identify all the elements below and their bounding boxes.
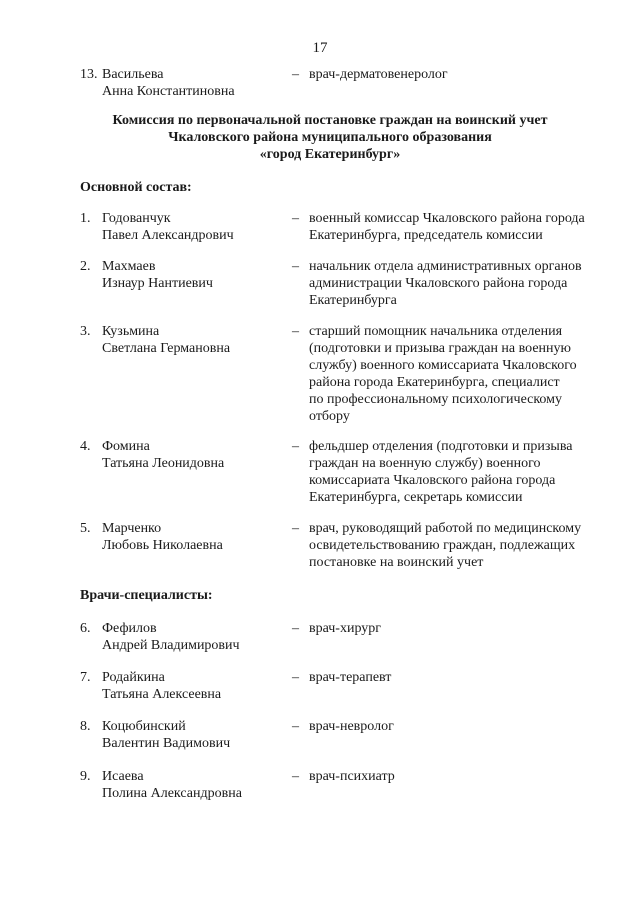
member-surname: Коцюбинский [102, 719, 186, 734]
role-line: старший помощник начальника отделения [309, 324, 563, 339]
dash-separator: – [292, 259, 299, 274]
member-role [309, 520, 609, 571]
member-surname: Фомина [102, 439, 150, 454]
specialists-heading: Врачи-специалисты: [80, 588, 213, 603]
member-name [102, 323, 292, 357]
dash-separator: – [292, 719, 299, 734]
member-role [309, 323, 609, 425]
member-name [102, 620, 292, 654]
dash-separator: – [292, 670, 299, 685]
role-line: района города Екатеринбурга, специалист [309, 375, 560, 390]
role-line: постановке на воинский учет [309, 555, 484, 570]
role-line: по профессиональному психологическому [309, 392, 563, 407]
member-number: 3. [80, 324, 91, 339]
member-role [309, 768, 609, 785]
role-line: Екатеринбурга, председатель комиссии [309, 228, 543, 243]
title-line: «город Екатеринбург» [259, 147, 401, 162]
member-role [309, 258, 609, 309]
page-number: 17 [312, 40, 328, 56]
member-surname: Васильева [102, 67, 164, 82]
member-surname: Кузьмина [102, 324, 160, 339]
member-number: 5. [80, 521, 91, 536]
member-given-name: Павел Александрович [102, 228, 234, 243]
member-role [309, 438, 609, 506]
role-line: врач-невролог [309, 719, 394, 734]
title-line: Чкаловского района муниципального образования [168, 130, 492, 145]
role-line: врач-терапевт [309, 670, 392, 685]
member-given-name: Изнаур Нантиевич [102, 276, 213, 291]
member-surname: Марченко [102, 521, 162, 536]
role-line: военный комиссар Чкаловского района города [309, 211, 585, 226]
member-number: 2. [80, 259, 91, 274]
member-given-name: Любовь Николаевна [102, 538, 223, 553]
dash-separator: – [292, 67, 299, 82]
member-name [102, 768, 292, 802]
member-surname: Родайкина [102, 670, 165, 685]
member-number: 8. [80, 719, 91, 734]
role-line: фельдшер отделения (подготовки и призыва [309, 439, 573, 454]
role-line: граждан на военную службу) военного [309, 456, 541, 471]
member-given-name: Андрей Владимирович [102, 638, 240, 653]
role-line: службу) военного комиссариата Чкаловского [309, 358, 577, 373]
role-line: отбору [309, 409, 350, 424]
member-number: 9. [80, 769, 91, 784]
member-name [102, 66, 292, 100]
dash-separator: – [292, 211, 299, 226]
member-name [102, 669, 292, 703]
dash-separator: – [292, 324, 299, 339]
role-line: врач-психиатр [309, 769, 395, 784]
member-given-name: Полина Александровна [102, 786, 242, 801]
member-role [309, 66, 609, 83]
member-given-name: Анна Константиновна [102, 84, 235, 99]
title-line: Комиссия по первоначальной постановке граждан на воинский учет [112, 113, 548, 128]
member-given-name: Татьяна Леонидовна [102, 456, 225, 471]
member-given-name: Татьяна Алексеевна [102, 687, 222, 702]
member-surname: Фефилов [102, 621, 157, 636]
member-surname: Махмаев [102, 259, 156, 274]
member-name [102, 520, 292, 554]
role-line: администрации Чкаловского района города [309, 276, 568, 291]
member-role [309, 620, 609, 637]
member-number: 1. [80, 211, 91, 226]
member-number: 6. [80, 621, 91, 636]
member-number: 7. [80, 670, 91, 685]
dash-separator: – [292, 521, 299, 536]
role-line: врач-дерматовенеролог [309, 67, 448, 82]
member-name [102, 210, 292, 244]
dash-separator: – [292, 769, 299, 784]
member-number: 4. [80, 439, 91, 454]
member-name [102, 718, 292, 752]
role-line: врач, руководящий работой по медицинскому [309, 521, 582, 536]
member-role [309, 718, 609, 735]
member-given-name: Валентин Вадимович [102, 736, 231, 751]
role-line: Екатеринбурга [309, 293, 397, 308]
member-name [102, 258, 292, 292]
dash-separator: – [292, 621, 299, 636]
role-line: начальник отдела административных органов [309, 259, 582, 274]
role-line: (подготовки и призыва граждан на военную [309, 341, 571, 356]
member-given-name: Светлана Германовна [102, 341, 231, 356]
main-composition-heading: Основной состав: [80, 180, 192, 195]
role-line: Екатеринбурга, секретарь комиссии [309, 490, 523, 505]
role-line: врач-хирург [309, 621, 382, 636]
role-line: освидетельствованию граждан, подлежащих [309, 538, 576, 553]
role-line: комиссариата Чкаловского района города [309, 473, 556, 488]
member-name [102, 438, 292, 472]
member-role [309, 669, 609, 686]
dash-separator: – [292, 439, 299, 454]
commission-title [60, 112, 600, 163]
member-role [309, 210, 609, 244]
member-surname: Годованчук [102, 211, 171, 226]
member-number: 13. [80, 67, 98, 82]
member-surname: Исаева [102, 769, 144, 784]
